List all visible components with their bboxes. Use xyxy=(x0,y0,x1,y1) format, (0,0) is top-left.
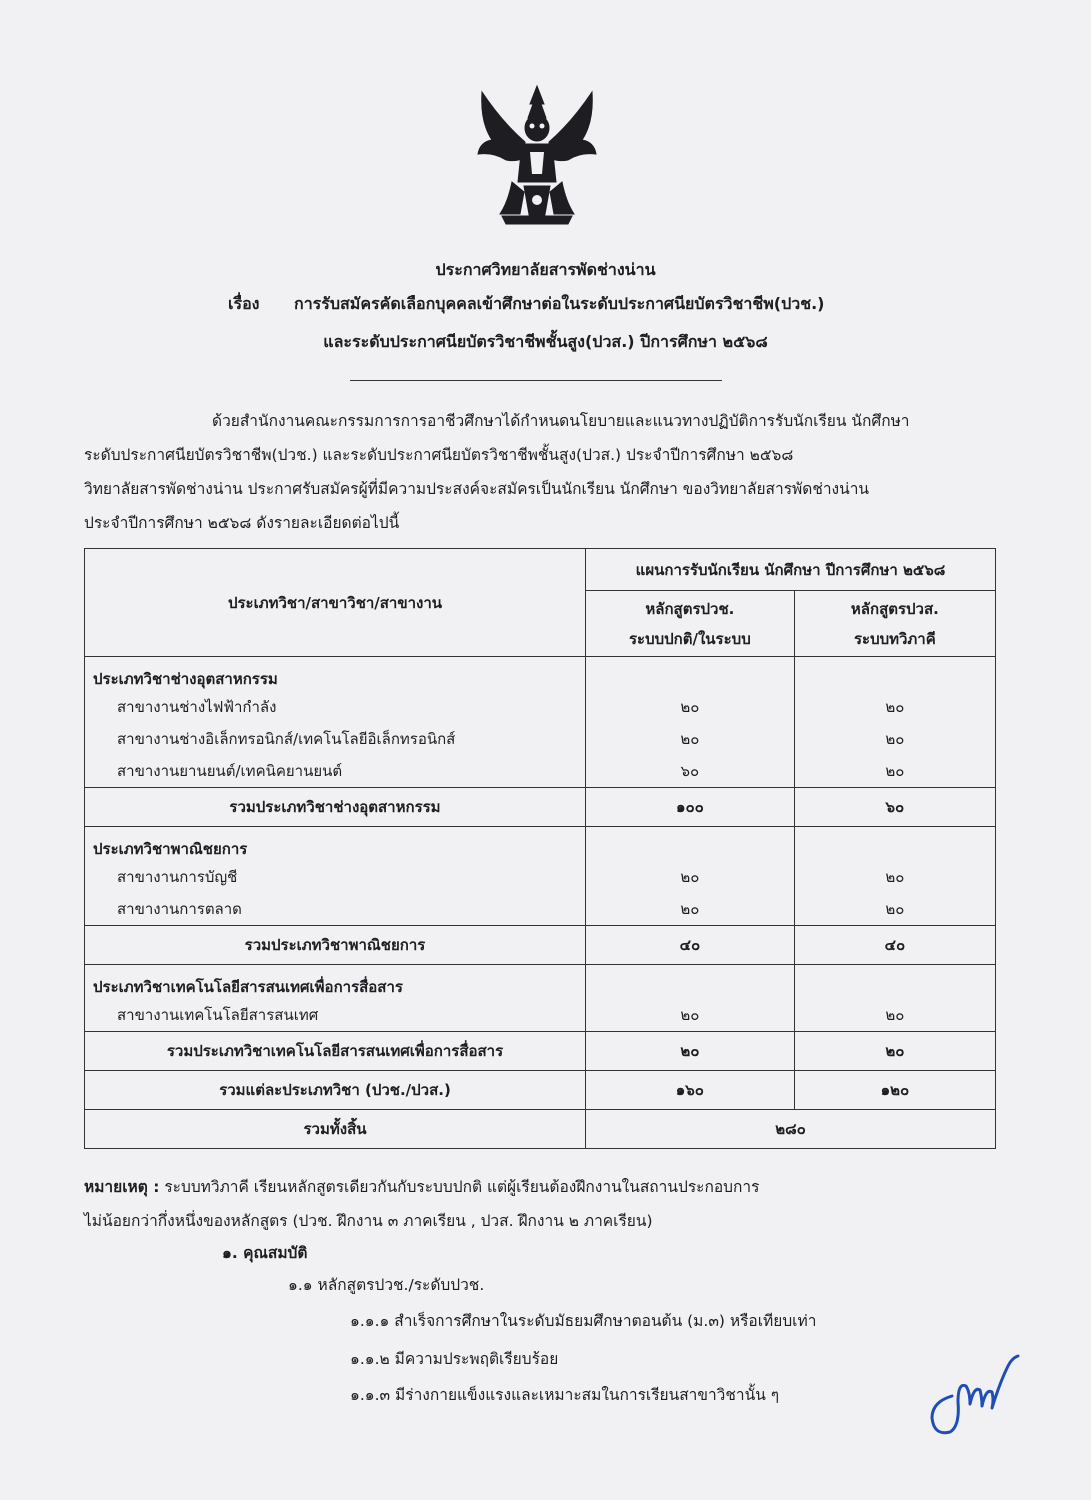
branch-name: สาขางานเทคโนโลยีสารสนเทศ xyxy=(85,999,586,1032)
table-row xyxy=(85,723,996,755)
garuda-emblem-icon xyxy=(472,82,602,232)
note-label: หมายเหตุ : xyxy=(84,1178,160,1196)
column-header-pvs xyxy=(794,591,995,657)
pvs-count: ๒๐ xyxy=(794,999,995,1032)
title-divider xyxy=(350,380,722,381)
table-row xyxy=(85,965,996,1000)
table-row xyxy=(85,827,996,862)
table-row xyxy=(85,657,996,692)
branch-name: สาขางานการตลาด xyxy=(85,893,586,926)
branch-name: สาขางานช่างอิเล็กทรอนิกส์/เทคโนโลยีอิเล็กทรอนิกส์ xyxy=(85,723,586,755)
subtotal-row xyxy=(85,926,996,965)
note-block xyxy=(84,1170,1034,1238)
intro-line: วิทยาลัยสารพัดช่างน่าน ประกาศรับสมัครผู้ที่มีความประสงค์จะสมัครเป็นนักเรียน นักศึกษา ของวิทยาลัยสารพัดช่างน่าน xyxy=(84,480,870,498)
pvs-count: ๒๐ xyxy=(794,691,995,723)
qualifications-heading: ๑. คุณสมบัติ xyxy=(222,1244,308,1262)
pvs-count: ๒๐ xyxy=(794,893,995,926)
intro-line: ประจำปีการศึกษา ๒๕๖๘ ดังรายละเอียดต่อไปนี้ xyxy=(84,514,400,532)
subtotal-pvs: ๔๐ xyxy=(794,926,995,965)
category-label: ประเภทวิชาช่างอุตสาหกรรม xyxy=(85,657,586,692)
intro-paragraph xyxy=(84,404,1034,540)
qualification-item: ๑.๑.๑ สำเร็จการศึกษาในระดับมัธยมศึกษาตอนต้น (ม.๓) หรือเทียบเท่า xyxy=(350,1312,817,1330)
intro-line: ระดับประกาศนียบัตรวิชาชีพ(ปวช.) และระดับประกาศนียบัตรวิชาชีพชั้นสูง(ปวส.) ประจำปีการศึกษา ๒๕๖๘ xyxy=(84,446,794,464)
pvs-count: ๒๐ xyxy=(794,755,995,788)
qualification-item: ๑.๑.๒ มีความประพฤติเรียบร้อย xyxy=(350,1350,559,1368)
grand-total-row xyxy=(85,1110,996,1149)
pvs-header-line2: ระบบทวิภาคี xyxy=(853,629,936,648)
subtotal-pvc: ๒๐ xyxy=(586,1032,795,1071)
note-line xyxy=(84,1170,1034,1204)
note-text: ระบบทวิภาคี เรียนหลักสูตรเดียวกันกับระบบปกติ แต่ผู้เรียนต้องฝึกงานในสถานประกอบการ xyxy=(159,1178,760,1196)
subject-label: เรื่อง xyxy=(228,294,260,313)
branch-name: สาขางานยานยนต์/เทคนิคยานยนต์ xyxy=(85,755,586,788)
table-row xyxy=(85,861,996,893)
subtotal-row xyxy=(85,788,996,827)
column-header-plan: แผนการรับนักเรียน นักศึกษา ปีการศึกษา ๒๕๖๘ xyxy=(586,549,996,591)
table-row xyxy=(85,755,996,788)
subject-line xyxy=(228,292,824,317)
subtotal-label: รวมประเภทวิชาเทคโนโลยีสารสนเทศเพื่อการสื่อสาร xyxy=(85,1032,586,1071)
subtotal-pvc: ๑๐๐ xyxy=(586,788,795,827)
pvc-header-line1: หลักสูตรปวช. xyxy=(645,599,735,618)
subject-text: การรับสมัครคัดเลือกบุคคลเข้าศึกษาต่อในระดับประกาศนียบัตรวิชาชีพ(ปวช.) xyxy=(294,294,825,313)
pvc-count: ๒๐ xyxy=(586,999,795,1032)
category-label: ประเภทวิชาเทคโนโลยีสารสนเทศเพื่อการสื่อสาร xyxy=(85,965,586,1000)
pvc-count: ๒๐ xyxy=(586,723,795,755)
pvc-count: ๒๐ xyxy=(586,893,795,926)
branch-name: สาขางานช่างไฟฟ้ากำลัง xyxy=(85,691,586,723)
intro-line: ด้วยสำนักงานคณะกรรมการการอาชีวศึกษาได้กำหนดนโยบายและแนวทางปฏิบัติการรับนักเรียน นักศึกษา xyxy=(212,412,910,430)
sum-each-row xyxy=(85,1071,996,1110)
qualifications-subheading: ๑.๑ หลักสูตรปวช./ระดับปวช. xyxy=(288,1276,485,1294)
table-row xyxy=(85,999,996,1032)
admission-plan-table xyxy=(84,548,996,1149)
handwritten-signature-icon xyxy=(926,1352,1026,1442)
announcement-title: ประกาศวิทยาลัยสารพัดช่างน่าน xyxy=(435,260,656,279)
pvs-header-line1: หลักสูตรปวส. xyxy=(850,599,939,618)
sum-each-pvs: ๑๒๐ xyxy=(794,1071,995,1110)
category-label: ประเภทวิชาพาณิชยการ xyxy=(85,827,586,862)
pvs-count: ๒๐ xyxy=(794,723,995,755)
pvc-count: ๖๐ xyxy=(586,755,795,788)
table-row xyxy=(85,893,996,926)
pvc-count: ๒๐ xyxy=(586,691,795,723)
subtotal-label: รวมประเภทวิชาพาณิชยการ xyxy=(85,926,586,965)
grand-total-value: ๒๘๐ xyxy=(586,1110,996,1149)
subtotal-pvc: ๔๐ xyxy=(586,926,795,965)
subject-continuation: และระดับประกาศนียบัตรวิชาชีพชั้นสูง(ปวส.) ปีการศึกษา ๒๕๖๘ xyxy=(323,332,768,351)
table-row xyxy=(85,691,996,723)
branch-name: สาขางานการบัญชี xyxy=(85,861,586,893)
column-header-program: ประเภทวิชา/สาขาวิชา/สาขางาน xyxy=(85,549,586,657)
column-header-pvc xyxy=(586,591,795,657)
qualification-item: ๑.๑.๓ มีร่างกายแข็งแรงและเหมาะสมในการเรียนสาขาวิชานั้น ๆ xyxy=(350,1386,780,1404)
pvs-count: ๒๐ xyxy=(794,861,995,893)
subtotal-pvs: ๒๐ xyxy=(794,1032,995,1071)
sum-each-pvc: ๑๖๐ xyxy=(586,1071,795,1110)
sum-each-label: รวมแต่ละประเภทวิชา (ปวช./ปวส.) xyxy=(85,1071,586,1110)
subtotal-label: รวมประเภทวิชาช่างอุตสาหกรรม xyxy=(85,788,586,827)
subtotal-pvs: ๖๐ xyxy=(794,788,995,827)
note-line: ไม่น้อยกว่ากึ่งหนึ่งของหลักสูตร (ปวช. ฝึกงาน ๓ ภาคเรียน , ปวส. ฝึกงาน ๒ ภาคเรียน) xyxy=(84,1212,653,1230)
subtotal-row xyxy=(85,1032,996,1071)
pvc-header-line2: ระบบปกติ/ในระบบ xyxy=(629,629,751,648)
pvc-count: ๒๐ xyxy=(586,861,795,893)
grand-total-label: รวมทั้งสิ้น xyxy=(85,1110,586,1149)
